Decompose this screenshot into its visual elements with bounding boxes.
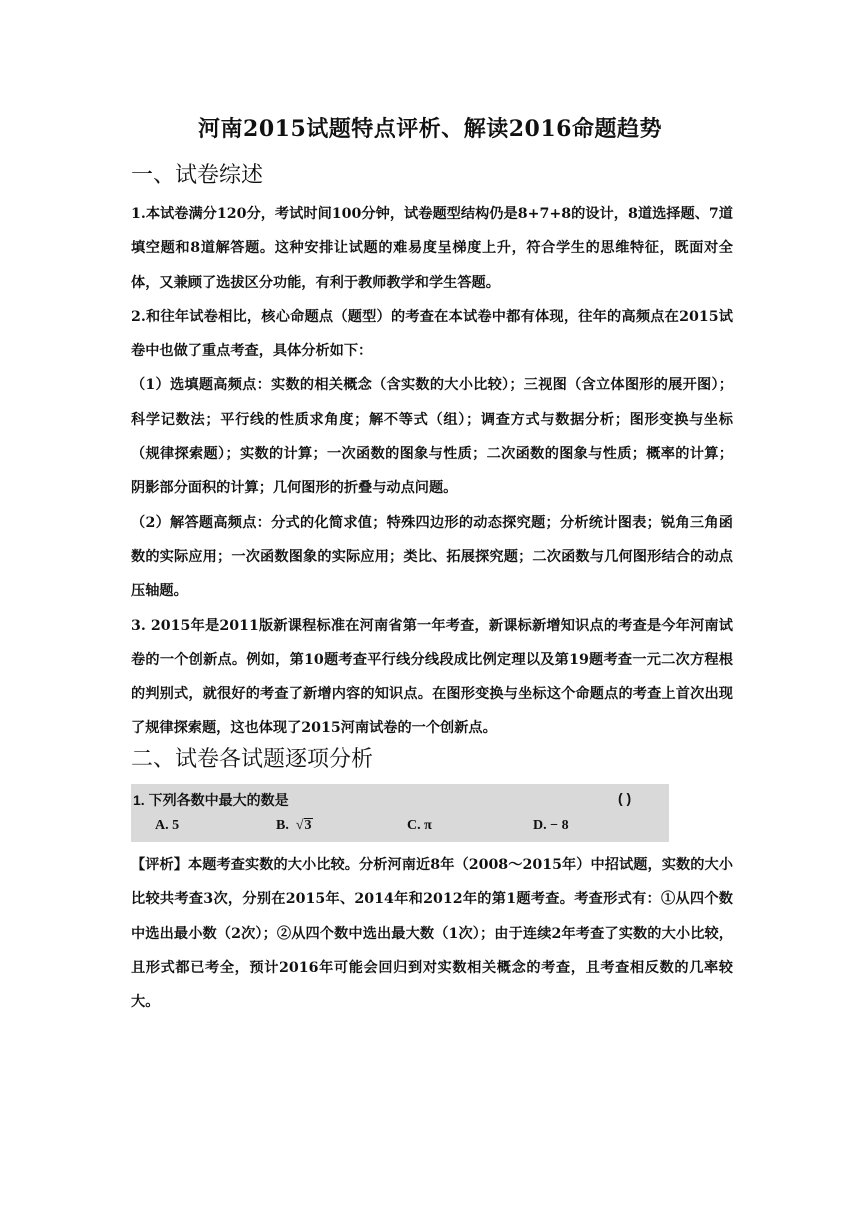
commentary-body [131,848,733,1019]
paragraph: （1）选填题高频点：实数的相关概念（含实数的大小比较）；三视图（含立体图形的展开图）；科学记数法；平行线的性质求角度；解不等式（组）；调查方式与数据分析；图形变换与坐标（规律探索题）；实数的计算；一次函数的图象与性质；二次函数的图象与性质；概率的计算；阴影部分面积的计算；几何图形的折叠与动点问题。 [131,377,733,497]
paragraph: 1.本试卷满分120分，考试时间100分钟，试卷题型结构仍是8+7+8的设计，8道选择题、7道填空题和8道解答题。这种安排让试题的难易度呈梯度上升，符合学生的思维特征，既面对全体，又兼顾了选拔区分功能，有利于教师教学和学生答题。 [131,206,733,291]
answer-parentheses: ( ) [618,790,632,806]
paragraph: 【评析】本题考查实数的大小比较。分析河南近8年（2008～2015年）中招试题，实数的大小比较共考查3次，分别在2015年、2014年和2012年的第1题考查。考查形式有：①从四个数中选出最小数（2次）；②从四个数中选出最大数（1次）；由于连续2年考查了实数的大小比较，且形式都已考全，预计2016年可能会回归到对实数相关概念的考查，且考查相反数的几率较大。 [131,857,733,1011]
option-c: C. π [407,818,432,833]
section-heading-overview: 一、试卷综述 [131,163,264,188]
paragraph: （2）解答题高频点：分式的化简求值；特殊四边形的动态探究题；分析统计图表；锐角三角函数的实际应用；一次函数图象的实际应用；类比、拓展探究题；二次函数与几何图形结合的动点压轴题。 [131,514,733,600]
paragraph: 3. 2015年是2011版新课程标准在河南省第一年考查，新课标新增知识点的考查是今年河南试卷的一个创新点。例如，第10题考查平行线分线段成比例定理以及第19题考查一元二次方程根的判别式，就很好的考查了新增内容的知识点。在图形变换与坐标这个命题点的考查上首次出现了规律探索题，这也体现了2015河南试卷的一个创新点。 [131,617,733,737]
option-b [276,818,313,834]
sqrt-symbol: √3 [292,818,312,833]
radicand: 3 [304,818,312,833]
question-stem: 1. 下列各数中最大的数是 [133,792,289,808]
document-title: 河南2015试题特点评析、解读2016命题趋势 [198,116,662,142]
paragraph: 2.和往年试卷相比，核心命题点（题型）的考查在本试卷中都有体现，往年的高频点在2015试卷中也做了重点考查，具体分析如下： [131,308,733,360]
option-d: D. − 8 [533,818,569,833]
option-b-label: B. [276,818,289,833]
question-1-box [131,784,669,842]
option-a: A. 5 [155,818,180,833]
overview-body [131,197,733,746]
section-heading-item-analysis: 二、试卷各试题逐项分析 [131,747,374,772]
